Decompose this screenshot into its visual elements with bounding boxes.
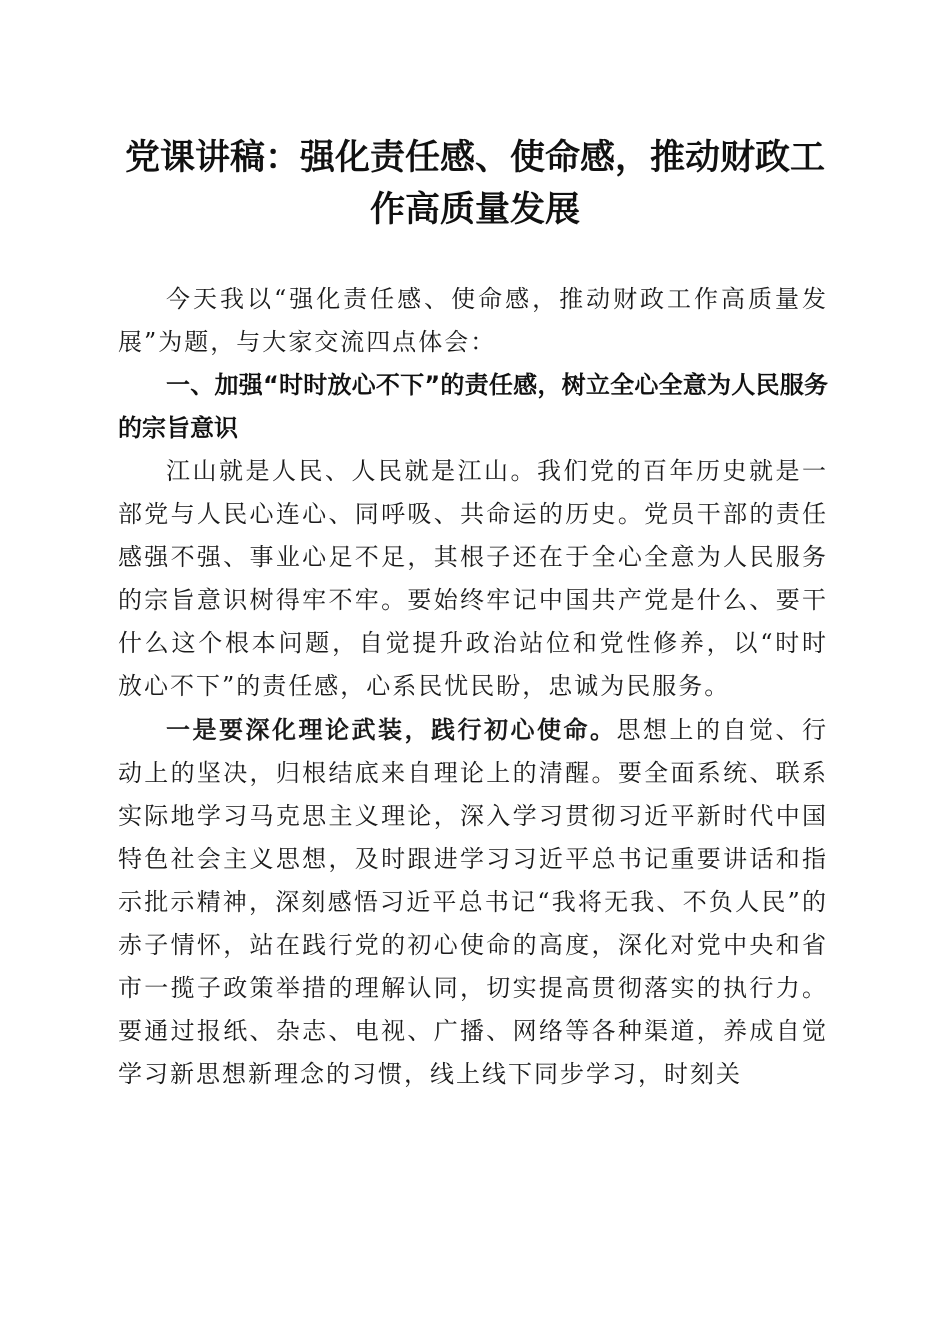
document-body xyxy=(118,278,828,1096)
section-heading-1: 一、加强“时时放心不下”的责任感，树立全心全意为人民服务的宗旨意识 xyxy=(118,371,828,442)
intro-paragraph: 今天我以“强化责任感、使命感，推动财政工作高质量发展”为题，与大家交流四点体会： xyxy=(118,285,828,356)
point-1-text: 思想上的自觉、行动上的坚决，归根结底来自理论上的清醒。要全面系统、联系实际地学习马克思主义理论，深入学习贯彻习近平新时代中国特色社会主义思想，及时跟进学习习近平总书记重要讲话和指示批示精神，深刻感悟习近平总书记“我将无我、不负人民”的赤子情怀，站在践行党的初心使命的高度，深化对党中央和省市一揽子政策举措的理解认同，切实提高贯彻落实的执行力。要通过报纸、杂志、电视、广播、网络等各种渠道，养成自觉学习新思想新理念的习惯，线上线下同步学习，时刻关 xyxy=(118,716,828,1088)
point-1-lead: 一是要深化理论武装，践行初心使命。 xyxy=(166,715,617,744)
document-title: 党课讲稿：强化责任感、使命感，推动财政工作高质量发展 xyxy=(124,137,825,230)
section-1-paragraph: 江山就是人民、人民就是江山。我们党的百年历史就是一部党与人民心连心、同呼吸、共命运的历史。党员干部的责任感强不强、事业心足不足，其根子还在于全心全意为人民服务的宗旨意识树得牢不牢。要始终牢记中国共产党是什么、要干什么这个根本问题，自觉提升政治站位和党性修养，以“时时放心不下”的责任感，心系民忧民盼，忠诚为民服务。 xyxy=(118,457,828,700)
point-1-paragraph xyxy=(118,708,828,1096)
